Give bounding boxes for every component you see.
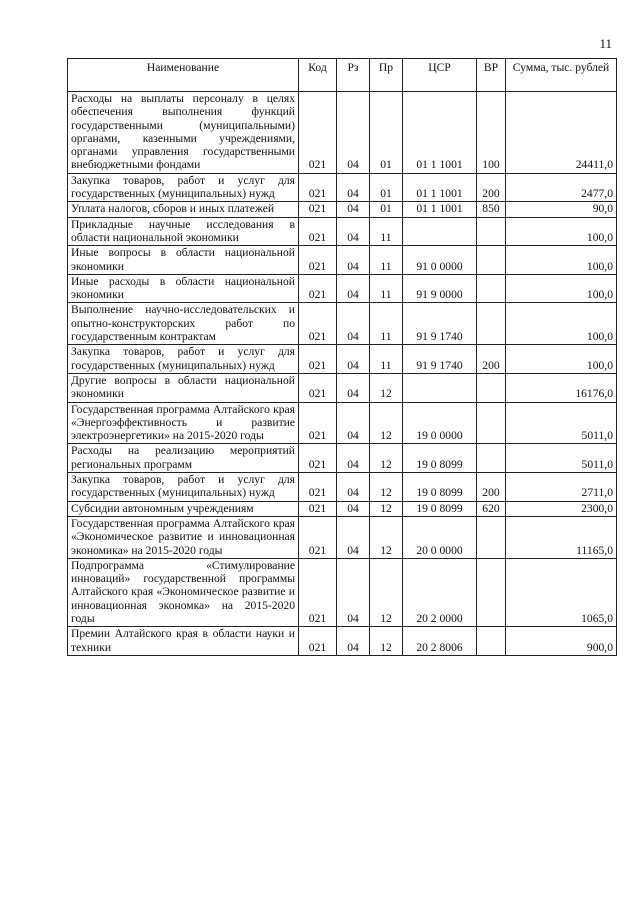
table-row (68, 473, 617, 502)
cell-sum: 11165,0 (506, 516, 617, 558)
cell-sum: 2300,0 (506, 501, 617, 516)
cell-name: Выполнение научно-исследовательских и опытно-конструкторских работ по государственным контрактам (68, 303, 299, 345)
column-header-sum: Сумма, тыс. рублей (506, 59, 617, 92)
cell-name: Закупка товаров, работ и услуг для государственных (муниципальных) нужд (68, 473, 299, 502)
table-row (68, 202, 617, 217)
cell-csr: 19 0 8099 (403, 473, 477, 502)
page-number: 11 (599, 36, 612, 51)
cell-pr: 11 (370, 345, 403, 374)
cell-name: Подпрограмма «Стимулирование инноваций» государственной программы Алтайского края «Экономическое развитие и инновационная экономка» на 2015-2020 годы (68, 558, 299, 626)
cell-vr (477, 627, 506, 656)
cell-csr: 91 0 0000 (403, 246, 477, 275)
cell-sum: 2477,0 (506, 173, 617, 202)
cell-csr: 01 1 1001 (403, 173, 477, 202)
cell-pr: 11 (370, 246, 403, 275)
cell-vr (477, 303, 506, 345)
cell-csr: 91 9 0000 (403, 274, 477, 303)
cell-code: 021 (299, 627, 337, 656)
table-row (68, 303, 617, 345)
cell-rz: 04 (337, 516, 370, 558)
table-row (68, 516, 617, 558)
column-header-code: Код (299, 59, 337, 92)
cell-vr: 200 (477, 473, 506, 502)
cell-code: 021 (299, 303, 337, 345)
table-row (68, 373, 617, 402)
cell-name: Прикладные научные исследования в области национальной экономики (68, 217, 299, 246)
cell-name: Другие вопросы в области национальной экономики (68, 373, 299, 402)
cell-csr (403, 373, 477, 402)
cell-vr: 850 (477, 202, 506, 217)
cell-rz: 04 (337, 274, 370, 303)
cell-code: 021 (299, 444, 337, 473)
cell-sum: 100,0 (506, 246, 617, 275)
cell-sum: 100,0 (506, 274, 617, 303)
cell-pr: 12 (370, 373, 403, 402)
cell-pr: 11 (370, 274, 403, 303)
table-row (68, 345, 617, 374)
cell-rz: 04 (337, 501, 370, 516)
cell-name: Государственная программа Алтайского края «Энергоэффективность и развитие электроэнергетики» на 2015-2020 годы (68, 402, 299, 444)
cell-csr: 01 1 1001 (403, 202, 477, 217)
table-row (68, 274, 617, 303)
cell-rz: 04 (337, 558, 370, 626)
cell-name: Иные расходы в области национальной экономики (68, 274, 299, 303)
cell-pr: 12 (370, 516, 403, 558)
cell-vr (477, 402, 506, 444)
cell-rz: 04 (337, 373, 370, 402)
cell-name: Субсидии автономным учреждениям (68, 501, 299, 516)
table-row (68, 402, 617, 444)
cell-pr: 12 (370, 402, 403, 444)
cell-code: 021 (299, 173, 337, 202)
cell-vr (477, 558, 506, 626)
column-header-pr: Пр (370, 59, 403, 92)
cell-sum: 2711,0 (506, 473, 617, 502)
cell-vr: 100 (477, 92, 506, 174)
cell-pr: 12 (370, 558, 403, 626)
cell-rz: 04 (337, 303, 370, 345)
cell-name: Государственная программа Алтайского края «Экономическое развитие и инновационная экономика» на 2015-2020 годы (68, 516, 299, 558)
cell-vr: 620 (477, 501, 506, 516)
cell-sum: 5011,0 (506, 444, 617, 473)
cell-sum: 24411,0 (506, 92, 617, 174)
cell-csr: 19 0 0000 (403, 402, 477, 444)
cell-csr (403, 217, 477, 246)
cell-csr: 91 9 1740 (403, 303, 477, 345)
cell-sum: 900,0 (506, 627, 617, 656)
cell-vr (477, 217, 506, 246)
cell-code: 021 (299, 202, 337, 217)
cell-sum: 90,0 (506, 202, 617, 217)
cell-pr: 12 (370, 501, 403, 516)
cell-rz: 04 (337, 202, 370, 217)
cell-code: 021 (299, 402, 337, 444)
table-row (68, 444, 617, 473)
cell-rz: 04 (337, 92, 370, 174)
cell-vr: 200 (477, 173, 506, 202)
cell-csr: 19 0 8099 (403, 501, 477, 516)
cell-csr: 91 9 1740 (403, 345, 477, 374)
table-row (68, 92, 617, 174)
cell-pr: 11 (370, 303, 403, 345)
cell-csr: 01 1 1001 (403, 92, 477, 174)
cell-sum: 5011,0 (506, 402, 617, 444)
cell-vr (477, 444, 506, 473)
table-row (68, 501, 617, 516)
cell-rz: 04 (337, 345, 370, 374)
cell-rz: 04 (337, 473, 370, 502)
cell-vr (477, 246, 506, 275)
cell-csr: 20 0 0000 (403, 516, 477, 558)
cell-code: 021 (299, 473, 337, 502)
cell-csr: 20 2 8006 (403, 627, 477, 656)
table-row (68, 627, 617, 656)
cell-code: 021 (299, 246, 337, 275)
table-header-row (68, 59, 617, 92)
cell-pr: 01 (370, 92, 403, 174)
cell-pr: 01 (370, 173, 403, 202)
cell-vr: 200 (477, 345, 506, 374)
cell-csr: 19 0 8099 (403, 444, 477, 473)
cell-rz: 04 (337, 173, 370, 202)
cell-sum: 100,0 (506, 303, 617, 345)
column-header-name: Наименование (68, 59, 299, 92)
cell-vr (477, 516, 506, 558)
cell-code: 021 (299, 92, 337, 174)
cell-pr: 11 (370, 217, 403, 246)
table-row (68, 558, 617, 626)
cell-name: Закупка товаров, работ и услуг для государственных (муниципальных) нужд (68, 173, 299, 202)
cell-vr (477, 274, 506, 303)
cell-code: 021 (299, 516, 337, 558)
cell-rz: 04 (337, 217, 370, 246)
column-header-csr: ЦСР (403, 59, 477, 92)
cell-vr (477, 373, 506, 402)
column-header-vr: ВР (477, 59, 506, 92)
table-row (68, 246, 617, 275)
cell-sum: 100,0 (506, 217, 617, 246)
cell-csr: 20 2 0000 (403, 558, 477, 626)
cell-rz: 04 (337, 402, 370, 444)
cell-name: Иные вопросы в области национальной экономики (68, 246, 299, 275)
cell-rz: 04 (337, 444, 370, 473)
cell-code: 021 (299, 373, 337, 402)
cell-sum: 1065,0 (506, 558, 617, 626)
column-header-rz: Рз (337, 59, 370, 92)
cell-pr: 12 (370, 473, 403, 502)
cell-sum: 100,0 (506, 345, 617, 374)
table-row (68, 173, 617, 202)
budget-table (67, 58, 617, 656)
cell-name: Премии Алтайского края в области науки и техники (68, 627, 299, 656)
cell-code: 021 (299, 217, 337, 246)
cell-rz: 04 (337, 246, 370, 275)
table-row (68, 217, 617, 246)
cell-name: Расходы на реализацию мероприятий региональных программ (68, 444, 299, 473)
cell-sum: 16176,0 (506, 373, 617, 402)
cell-code: 021 (299, 274, 337, 303)
cell-name: Уплата налогов, сборов и иных платежей (68, 202, 299, 217)
cell-pr: 01 (370, 202, 403, 217)
cell-code: 021 (299, 501, 337, 516)
cell-name: Закупка товаров, работ и услуг для государственных (муниципальных) нужд (68, 345, 299, 374)
cell-rz: 04 (337, 627, 370, 656)
cell-code: 021 (299, 345, 337, 374)
cell-pr: 12 (370, 444, 403, 473)
cell-pr: 12 (370, 627, 403, 656)
cell-code: 021 (299, 558, 337, 626)
cell-name: Расходы на выплаты персоналу в целях обеспечения выполнения функций государственными (муниципальными) органами, казенными учреждениями, органами управления государственными внебюджетными фондами (68, 92, 299, 174)
